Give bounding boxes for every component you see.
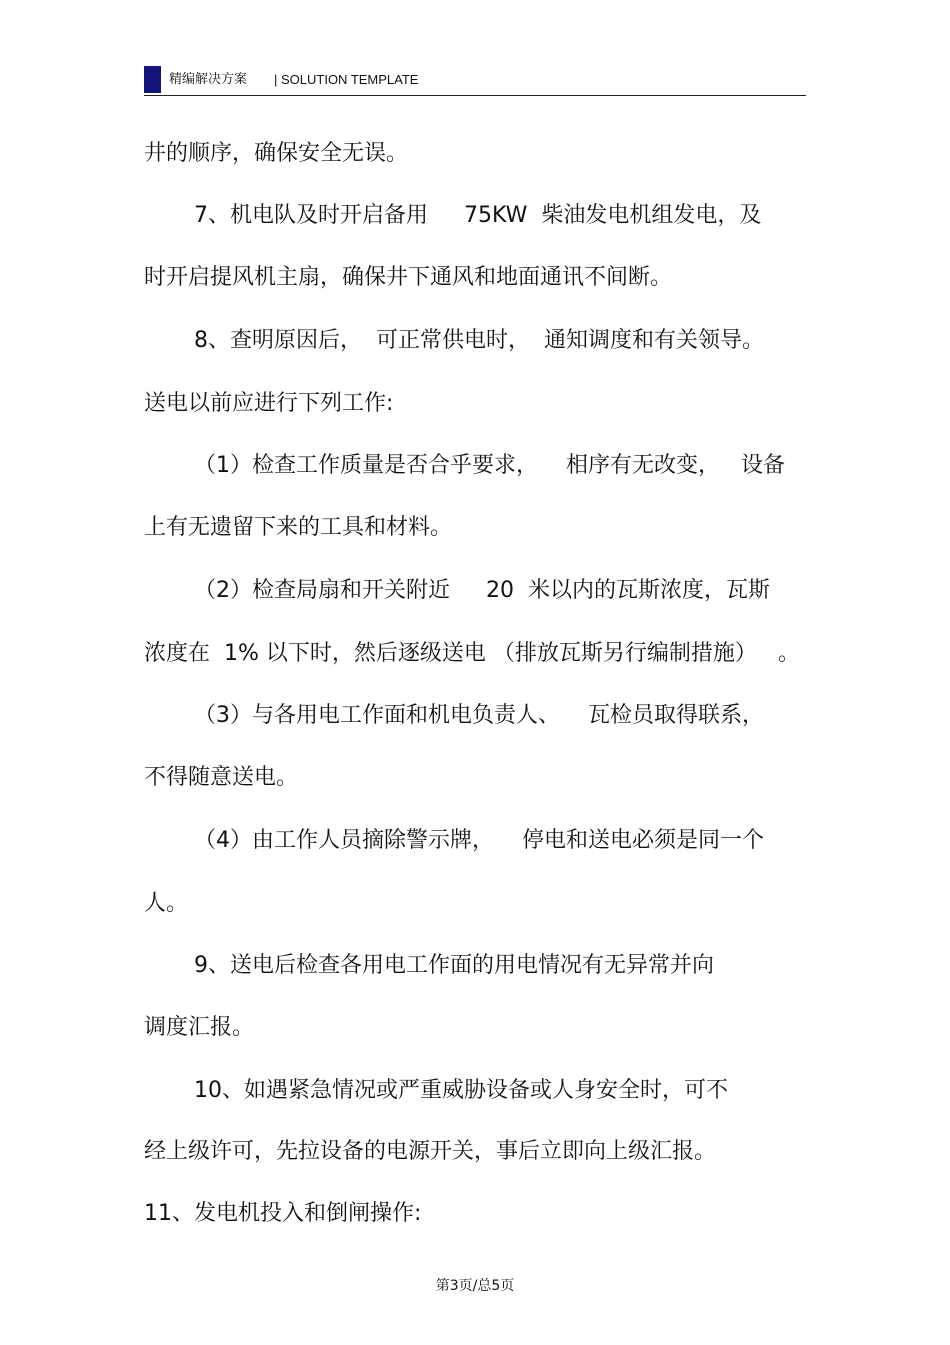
body-line: 9、送电后检查各用电工作面的用电情况有无异常并向 bbox=[194, 953, 714, 978]
body-line: 8、查明原因后， 可正常供电时， 通知调度和有关领导。 bbox=[194, 328, 764, 353]
body-line: 上有无遗留下来的工具和材料。 bbox=[144, 515, 453, 540]
body-line: 10、如遇紧急情况或严重威胁设备或人身安全时，可不 bbox=[194, 1078, 728, 1103]
body-line: 经上级许可，先拉设备的电源开关，事后立即向上级汇报。 bbox=[144, 1139, 717, 1164]
body-line: （3）与各用电工作面和机电负责人、 瓦检员取得联系， bbox=[194, 703, 764, 728]
logo-icon bbox=[144, 66, 161, 93]
body-line: 浓度在 1% 以下时，然后逐级送电 （排放瓦斯另行编制措施） 。 bbox=[144, 641, 800, 666]
header-title-cn: 精编解决方案 bbox=[169, 72, 248, 87]
page-header bbox=[144, 66, 806, 96]
body-line: （1）检查工作质量是否合乎要求， 相序有无改变， 设备 bbox=[194, 453, 785, 478]
body-line: 调度汇报。 bbox=[144, 1015, 255, 1040]
body-line: 时开启提风机主扇，确保井下通风和地面通讯不间断。 bbox=[144, 265, 673, 290]
header-title-en: | SOLUTION TEMPLATE bbox=[274, 72, 419, 87]
body-line: 7、机电队及时开启备用 75KW 柴油发电机组发电，及 bbox=[194, 203, 762, 228]
page-number: 第3页/总5页 bbox=[435, 1278, 515, 1294]
body-line: （4）由工作人员摘除警示牌， 停电和送电必须是同一个 bbox=[194, 828, 764, 853]
body-line: 送电以前应进行下列工作: bbox=[144, 391, 394, 416]
body-line: 井的顺序，确保安全无误。 bbox=[144, 141, 409, 166]
body-line: 11、发电机投入和倒闸操作: bbox=[144, 1201, 422, 1226]
body-line: 人。 bbox=[144, 891, 189, 916]
body-line: 不得随意送电。 bbox=[144, 765, 299, 790]
body-line: （2）检查局扇和开关附近 20 米以内的瓦斯浓度，瓦斯 bbox=[194, 578, 770, 603]
